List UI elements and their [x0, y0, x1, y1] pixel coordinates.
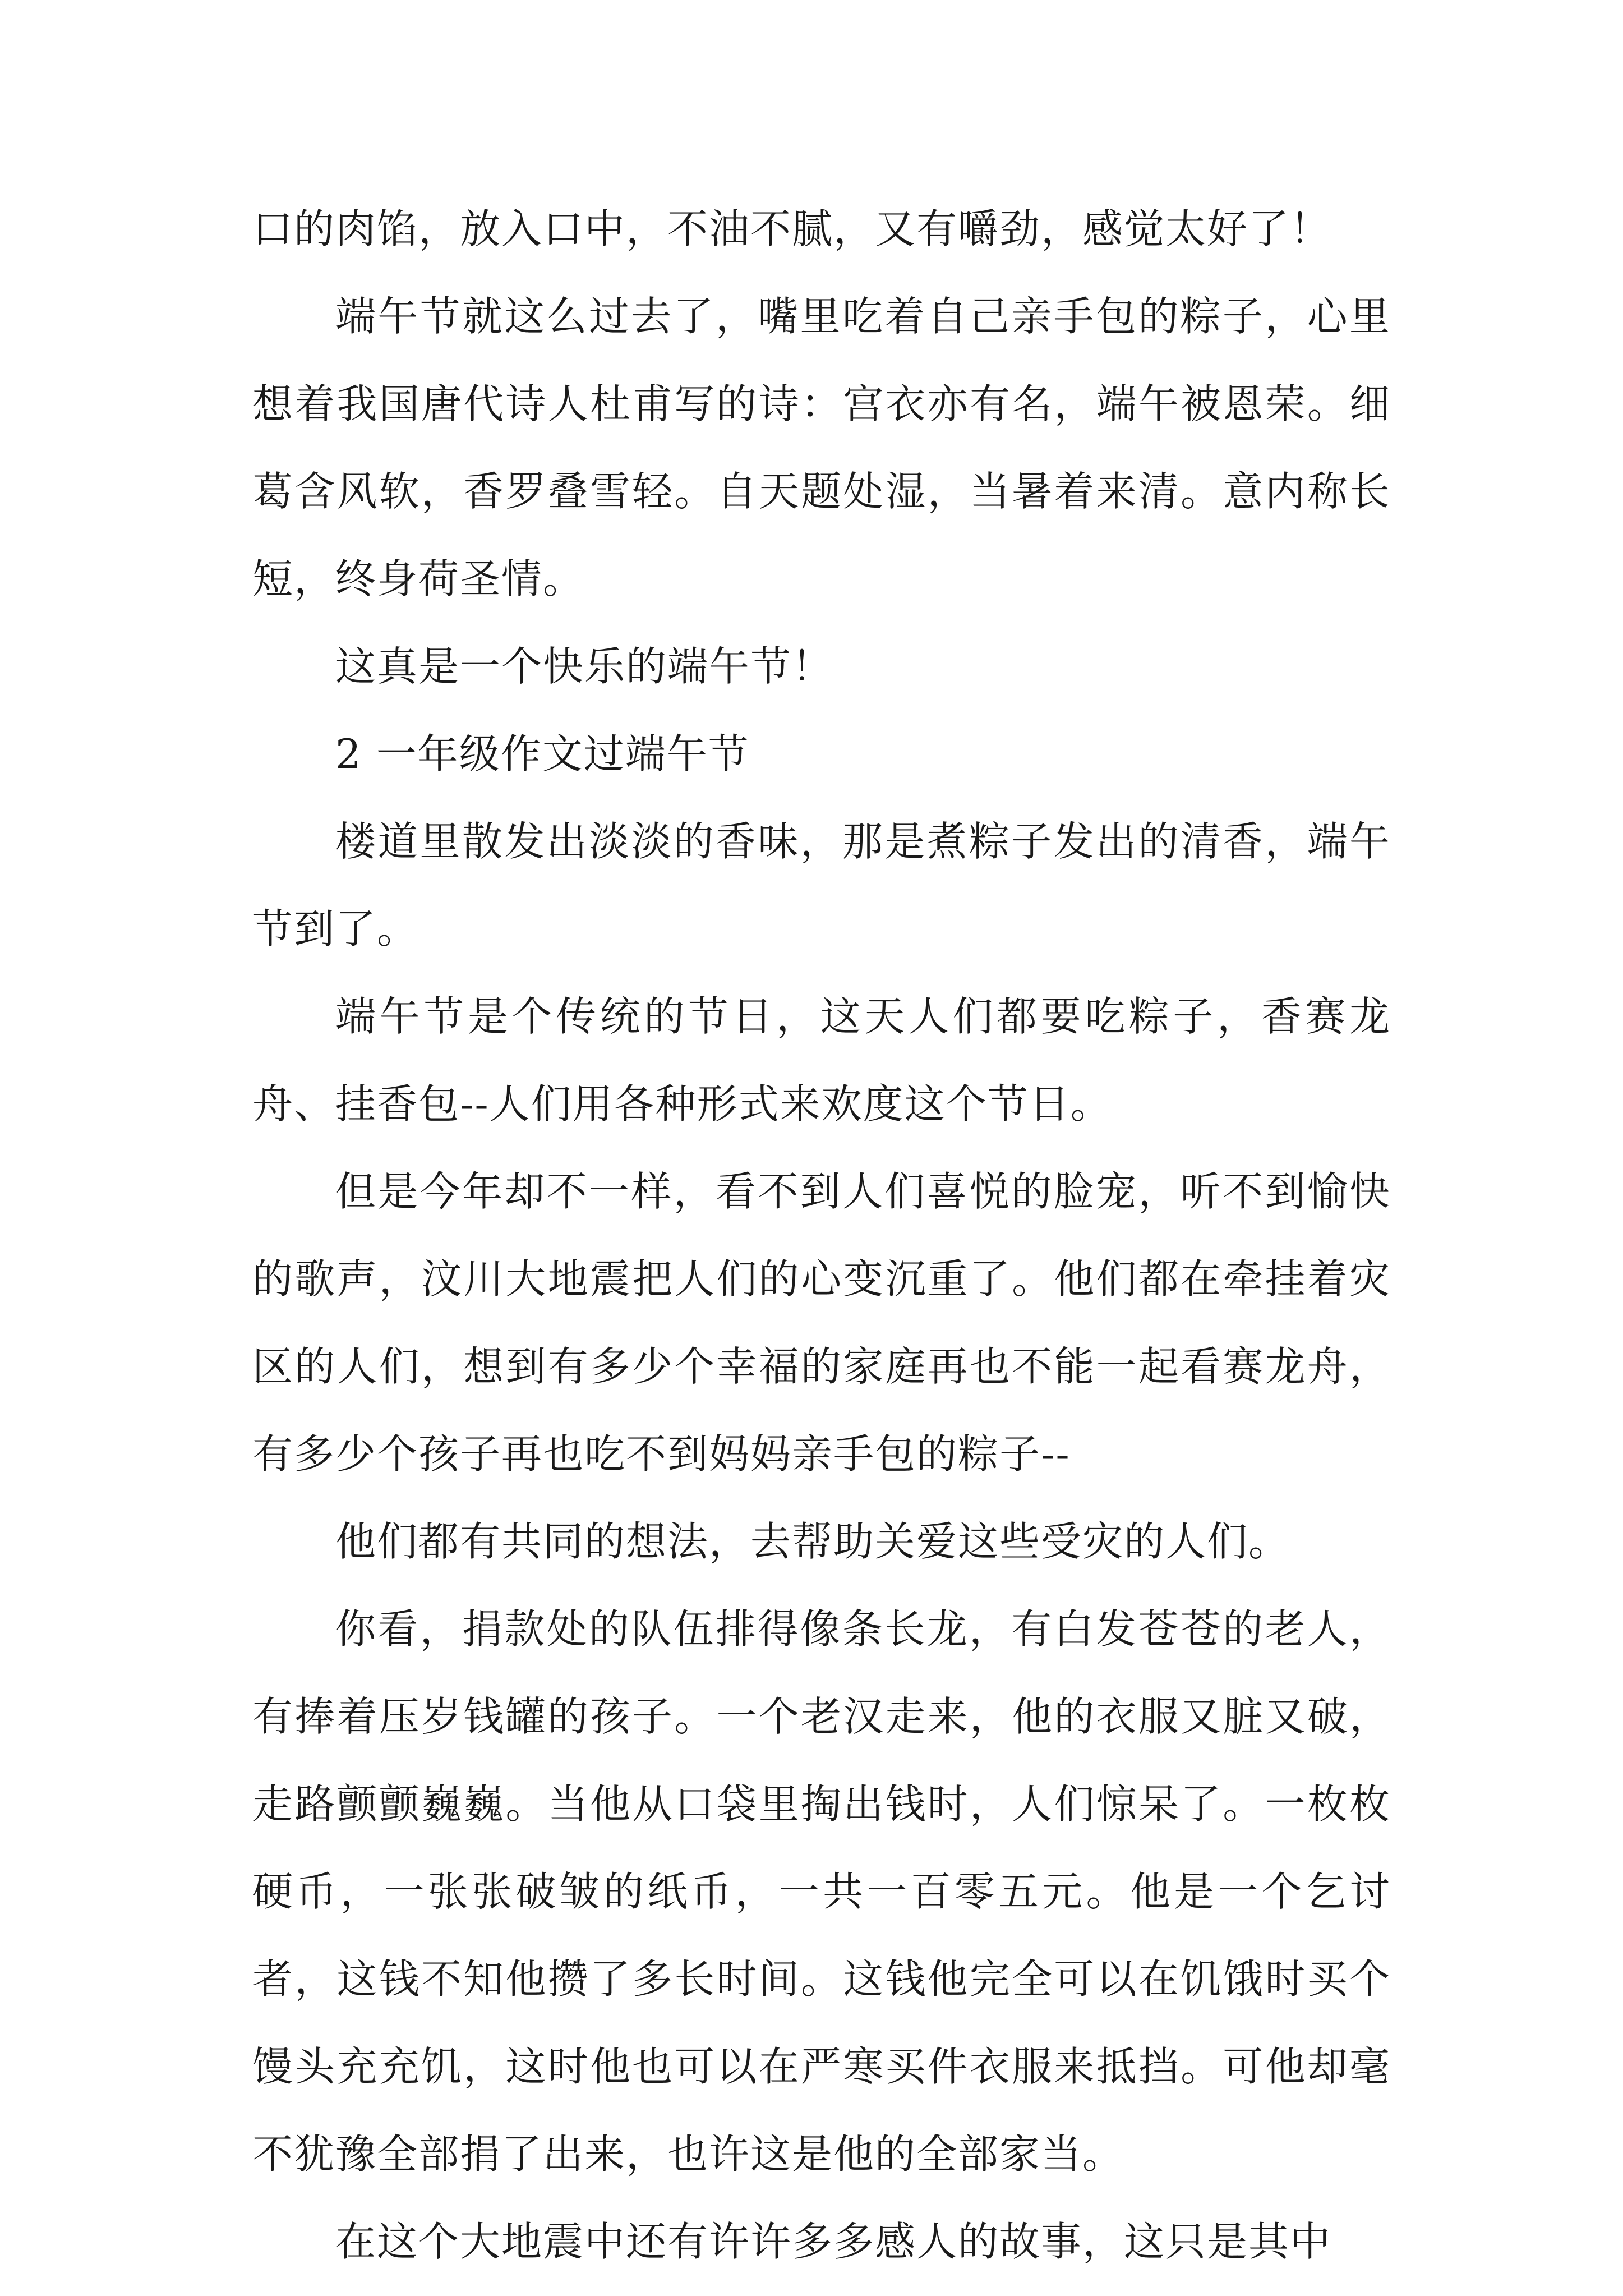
paragraph: 端午节是个传统的节日，这天人们都要吃粽子，香赛龙舟、挂香包--人们用各种形式来欢度这个节日。	[252, 993, 1391, 1128]
paragraph: 你看，捐款处的队伍排得像条长龙，有白发苍苍的老人，有捧着压岁钱罐的孩子。一个老汉走来，他的衣服又脏又破，走路颤颤巍巍。当他从口袋里掏出钱时，人们惊呆了。一枚枚硬币，一张张破皱的纸币，一共一百零五元。他是一个乞讨者，这钱不知他攒了多长时间。这钱他完全可以在饥饿时买个馒头充充饥，这时他也可以在严寒买件衣服来抵挡。可他却毫不犹豫全部捐了出来，也许这是他的全部家当。	[252, 1605, 1391, 2178]
document-body	[252, 185, 1391, 2285]
paragraph: 这真是一个快乐的端午节！	[335, 643, 834, 690]
paragraph: 楼道里散发出淡淡的香味，那是煮粽子发出的清香，端午节到了。	[252, 818, 1391, 953]
paragraph: 端午节就这么过去了，嘴里吃着自己亲手包的粽子，心里想着我国唐代诗人杜甫写的诗：宫衣亦有名，端午被恩荣。细葛含风软，香罗叠雪轻。自天题处湿，当暑着来清。意内称长短，终身荷圣情。	[252, 293, 1391, 602]
section-heading: 2 一年级作文过端午节	[335, 730, 750, 777]
paragraph: 在这个大地震中还有许许多多感人的故事，这只是其中	[335, 2218, 1332, 2265]
paragraph: 口的肉馅，放入口中，不油不腻，又有嚼劲，感觉太好了！	[252, 205, 1332, 252]
paragraph: 他们都有共同的想法，去帮助关爱这些受灾的人们。	[335, 1518, 1290, 1565]
paragraph: 但是今年却不一样，看不到人们喜悦的脸宠，听不到愉快的歌声，汶川大地震把人们的心变沉重了。他们都在牵挂着灾区的人们，想到有多少个幸福的家庭再也不能一起看赛龙舟，有多少个孩子再也吃不到妈妈亲手包的粽子--	[252, 1168, 1391, 1478]
